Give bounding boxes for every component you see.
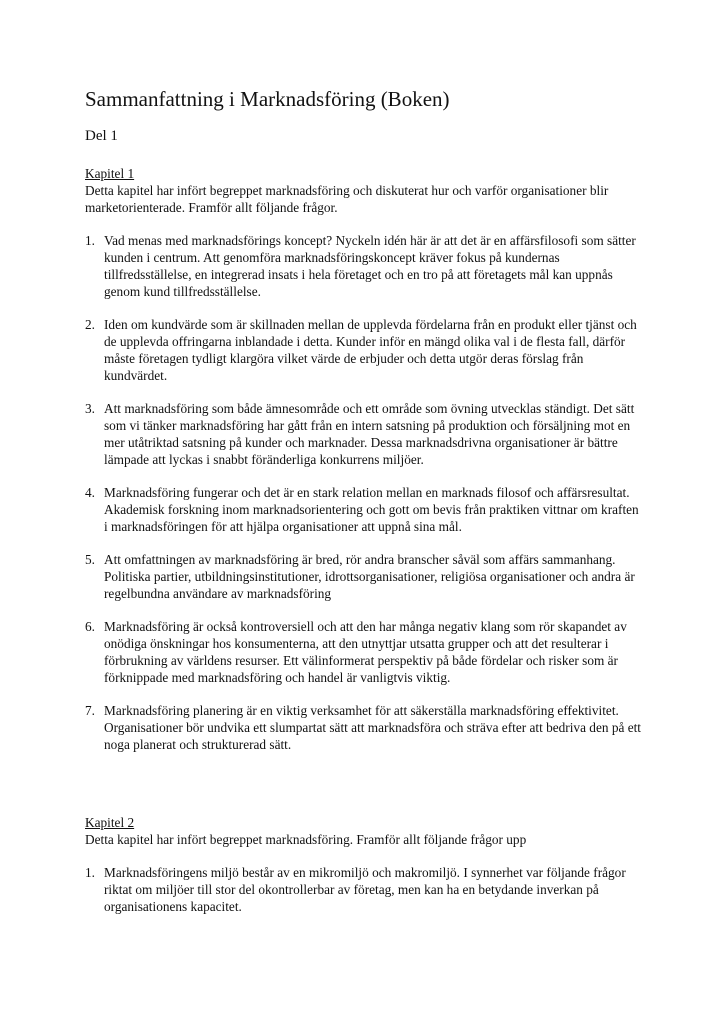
list-item — [85, 400, 645, 468]
chapter-2-section — [85, 814, 645, 931]
item-number: 2. — [85, 317, 95, 332]
chapter-2-list — [85, 864, 645, 915]
chapter-1-section — [85, 165, 645, 769]
list-item — [85, 702, 645, 753]
list-item — [85, 316, 645, 384]
item-number: 1. — [85, 865, 95, 880]
item-text: Vad menas med marknadsförings koncept? Nyckeln idén här är att det är en affärsfilosofi som sätter kunden i centrum. Att genomföra marknadsföringskoncept kräver fokus på kundernas tillfredsställelse, en integrerad insats i hela företaget och en tro på att företagets mål kan uppnås genom kund tillfredsställelse. — [104, 233, 636, 299]
list-item — [85, 232, 645, 300]
chapter-1-heading: Kapitel 1 — [85, 166, 135, 181]
list-item — [85, 864, 645, 915]
chapter-2-heading: Kapitel 2 — [85, 815, 135, 830]
item-text: Marknadsföringens miljö består av en mikromiljö och makromiljö. I synnerhet var följande frågor riktat om miljöer till stor del okontrollerbar av företag, men kan ha en betydande inverkan på organisationens kapacitet. — [104, 865, 626, 914]
chapter-1-intro: Detta kapitel har infört begreppet marknadsföring och diskuterat hur och varför organisationer blir marketorienterade. Framför allt följande frågor. — [85, 183, 609, 215]
list-item — [85, 484, 645, 535]
item-number: 1. — [85, 233, 95, 248]
item-number: 3. — [85, 401, 95, 416]
item-text: Marknadsföring är också kontroversiell och att den har många negativ klang som rör skapandet av onödiga önskningar hos konsumenterna, att den utnyttjar utsatta grupper och att det resulterar i förbrukning av världens resurser. Ett välinformerat perspektiv på både fördelar och risker som är förknippade med marknadsföring och handel är vanligtvis viktig. — [104, 619, 627, 685]
item-text: Marknadsföring fungerar och det är en stark relation mellan en marknads filosof och affärsresultat. Akademisk forskning inom marknadsorientering och gott om bevis från praktiken vittnar om kraften i marknadsföringen för att hjälpa organisationer att uppnå sina mål. — [104, 485, 639, 534]
item-text: Marknadsföring planering är en viktig verksamhet för att säkerställa marknadsföring effektivitet. Organisationer bör undvika ett slumpartat sätt att marknadsföra och sträva efter att bedriva den på ett noga planerat och strukturerad sätt. — [104, 703, 641, 752]
item-text: Att marknadsföring som både ämnesområde och ett område som övning utvecklas ständigt. Det sätt som vi tänker marknadsföring har gått från en intern satsning på produktion och försäljning mot en mer utåtriktad satsning på kunder och marknader. Dessa marknadsdrivna organisationer är bättre lämpade att lyckas i snabbt föränderliga konkurrens miljöer. — [104, 401, 635, 467]
item-text: Iden om kundvärde som är skillnaden mellan de upplevda fördelarna från en produkt eller tjänst och de upplevda offringarna inblandade i detta. Kunder inför en mängd olika val i de flesta fall, därför måste företagen tydligt klargöra vilket värde de erbjuder och detta utgör deras förslag från kundvärdet. — [104, 317, 637, 383]
item-number: 6. — [85, 619, 95, 634]
item-number: 4. — [85, 485, 95, 500]
item-text: Att omfattningen av marknadsföring är bred, rör andra branscher såväl som affärs sammanhang. Politiska partier, utbildningsinstitutioner, idrottsorganisationer, religiösa organisationer och andra är regelbundna användare av marknadsföring — [104, 552, 635, 601]
list-item — [85, 551, 645, 602]
document-title: Sammanfattning i Marknadsföring (Boken) — [85, 87, 450, 111]
chapter-1-list — [85, 232, 645, 753]
item-number: 5. — [85, 552, 95, 567]
list-item — [85, 618, 645, 686]
item-number: 7. — [85, 703, 95, 718]
part-heading: Del 1 — [85, 128, 118, 144]
chapter-2-intro: Detta kapitel har infört begreppet marknadsföring. Framför allt följande frågor upp — [85, 832, 527, 847]
